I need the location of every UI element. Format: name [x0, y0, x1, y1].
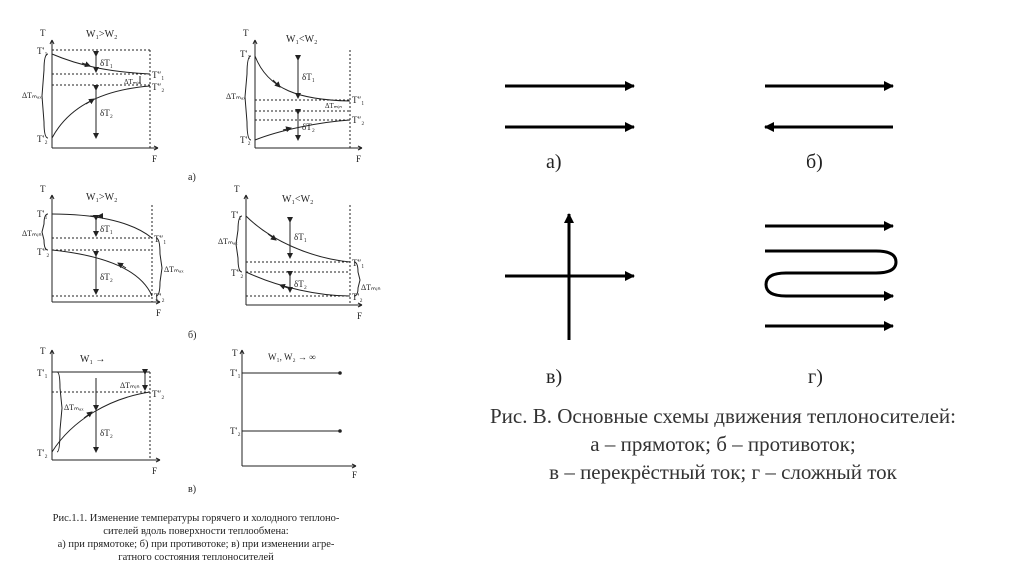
serpentine-path [765, 251, 896, 296]
label-t1-in: T′₁ [240, 49, 251, 59]
row-letter-b: б) [188, 330, 197, 341]
label-t1-in: T′₁ [231, 210, 242, 220]
chart-a-left [42, 40, 158, 150]
t-axis-label: T [40, 28, 46, 38]
scheme-cross-flow [505, 214, 634, 340]
chart-b-left [42, 195, 162, 304]
cold-curve [52, 392, 150, 452]
label-dt2: δT₂ [100, 272, 113, 282]
scheme-counter-flow [765, 86, 893, 127]
caption-line: а – прямоток; б – противоток; [590, 432, 856, 456]
label-dt1: δT₁ [100, 58, 113, 68]
label-t1-in: T′₁ [37, 368, 48, 378]
label-t2-in: T′₂ [154, 292, 165, 302]
label-dtmax: ΔTₘₐₓ [226, 92, 246, 101]
chart-title: W₁ → [80, 354, 106, 365]
label-t1-in: T′₁ [37, 209, 48, 219]
right-figure-caption [428, 402, 1018, 486]
chart-title: W₁<W₂ [286, 34, 318, 45]
label-t1-in: T′₁ [37, 46, 48, 56]
scheme-letter-d: г) [808, 366, 823, 388]
chart-title: W₁>W₂ [86, 192, 118, 203]
caption-line: сителей вдоль поверхности теплообмена: [103, 526, 289, 537]
label-dtmin: ΔTₘᵢₙ [361, 283, 381, 292]
label-dt2: δT₂ [294, 279, 307, 289]
label-t1-out: T″₁ [352, 95, 365, 105]
scheme-letter-b: б) [806, 151, 823, 173]
chart-b-right [236, 195, 365, 307]
f-axis-label: F [357, 311, 363, 321]
t-axis-label: T [232, 348, 238, 358]
label-t2-in: T′₂ [352, 292, 363, 302]
dtmax-brace [42, 54, 48, 138]
scheme-complex-flow [765, 226, 896, 326]
chart-title: W₁>W₂ [86, 29, 118, 40]
scheme-letter-a: а) [546, 151, 562, 173]
t-axis-label: T [243, 28, 249, 38]
label-dt1: δT₁ [294, 232, 307, 242]
scheme-parallel-flow [505, 86, 634, 127]
label-dt2: δT₂ [302, 122, 315, 132]
f-axis-label: F [352, 470, 358, 480]
label-dtmin: ΔTₘᵢₙ [120, 381, 140, 390]
left-figure-caption [12, 512, 380, 564]
row-letter-a: а) [188, 172, 196, 183]
label-t2-out: T″₂ [152, 389, 165, 399]
left-figure [22, 28, 381, 495]
chart-a-right [245, 40, 365, 150]
t-axis-label: T [234, 184, 240, 194]
label-t2-in: T′₂ [240, 135, 251, 145]
row-letter-c: в) [188, 484, 197, 495]
scheme-letter-c: в) [546, 366, 563, 388]
label-t2-out: T″₂ [231, 268, 244, 278]
f-axis-label: F [156, 308, 162, 318]
f-axis-label: F [152, 154, 158, 164]
label-t1-in: T′₁ [230, 368, 241, 378]
chart-c-right [240, 350, 356, 468]
f-axis-label: F [356, 154, 362, 164]
f-axis-label: F [152, 466, 158, 476]
label-dt2: δT₂ [100, 108, 113, 118]
label-t2-in: T′₂ [37, 134, 48, 144]
label-dtmax: ΔTₘₐₓ [22, 91, 42, 100]
label-t2-out: T″₂ [152, 82, 165, 92]
label-dt2: δT₂ [100, 428, 113, 438]
chart-title: W₁<W₂ [282, 194, 314, 205]
caption-line: в – перекрёстный ток; г – сложный ток [549, 460, 897, 484]
t-axis-label: T [40, 184, 46, 194]
caption-line: Рис.1.1. Изменение температуры горячего и холодного теплоно- [52, 513, 340, 524]
label-t1-out: T″₁ [154, 234, 167, 244]
caption-line: гатного состояния теплоносителей [118, 552, 274, 563]
t-axis-label: T [40, 346, 46, 356]
label-t1-out: T″₁ [352, 258, 365, 268]
right-figure [505, 86, 896, 340]
label-t1-out: T″₁ [152, 70, 165, 80]
label-dtmax: ΔTₘₐₓ [218, 237, 238, 246]
label-t2-out: T″₂ [37, 247, 50, 257]
label-t2-out: T″₂ [352, 115, 365, 125]
label-dt1: δT₁ [100, 224, 113, 234]
label-dtmin: ΔTₘᵢₙ [124, 78, 142, 86]
label-dtmax: ΔTₘₐₓ [164, 265, 184, 274]
caption-line: а) при прямотоке; б) при противотоке; в) при изменении агре- [57, 539, 335, 550]
label-t2-in: T′₂ [230, 426, 241, 436]
caption-line: Рис. В. Основные схемы движения теплоносителей: [490, 404, 956, 428]
label-dtmin: ΔTₘᵢₙ [22, 229, 42, 238]
label-dt1: δT₁ [302, 72, 315, 82]
label-dtmin: ΔTₘᵢₙ [325, 102, 343, 110]
chart-title: W₁, W₂ → ∞ [268, 352, 316, 362]
label-dtmax: ΔTₘₐₓ [64, 403, 84, 412]
label-t2-in: T′₂ [37, 448, 48, 458]
